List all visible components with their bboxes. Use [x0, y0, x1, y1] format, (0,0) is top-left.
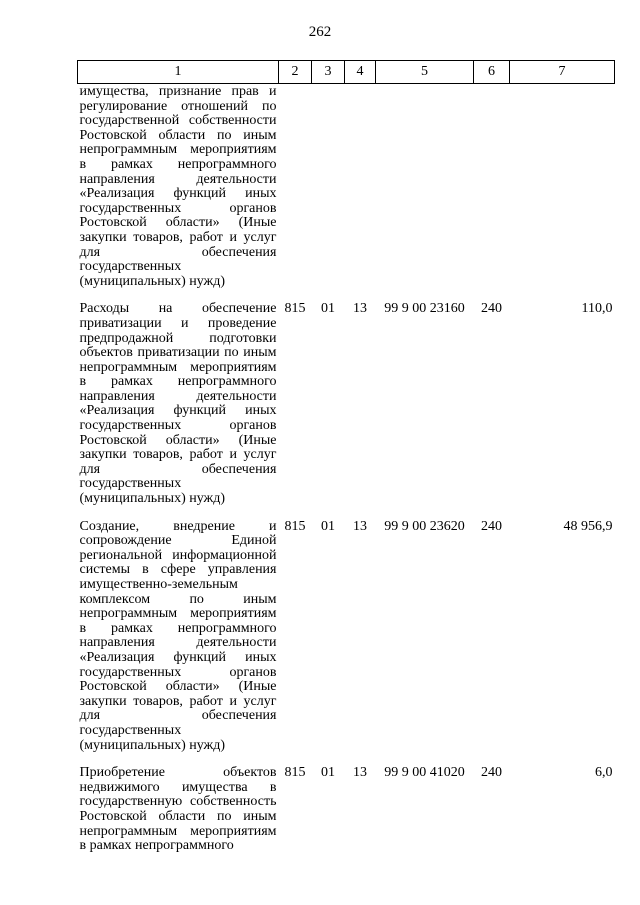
row-amount: 48 956,9 — [563, 518, 613, 534]
header-col-3: 3 — [312, 61, 345, 84]
row-section-code: 01 — [321, 301, 335, 317]
row-ministry-code: 815 — [284, 301, 306, 317]
row-description: имущества, признание прав и регулирование отношений по государственной собственности Ростовской области по иным непрограммным мероприятиям в рамках непрограммного направления деятельности «Реализация функций иных государственных органов Ростовской области» (Иные закупки товаров, работ и услуг для обеспечения государственных (муниципальных) нужд) — [79, 84, 277, 289]
row-subsection-code — [345, 84, 376, 303]
row-ministry-code — [279, 84, 312, 303]
row-ministry-code: 815 — [284, 765, 306, 781]
header-col-5: 5 — [376, 61, 474, 84]
row-target-article: 99 9 00 23160 — [384, 301, 465, 317]
row-target-article: 99 9 00 23620 — [384, 518, 465, 534]
row-description: Расходы на обеспечение приватизации и проведение предпродажной подготовки объектов приватизации по иным непрограммным мероприятиям в рамках непрограммного направления деятельности «Реализация функций иных государственных органов Ростовской области» (Иные закупки товаров, работ и услуг для обеспечения государственных (муниципальных) нужд) — [79, 301, 277, 507]
row-subsection-code: 13 — [353, 301, 367, 317]
row-expense-type — [474, 84, 510, 303]
row-expense-type: 240 — [481, 301, 502, 317]
header-col-6: 6 — [474, 61, 510, 84]
row-expense-type: 240 — [481, 518, 502, 534]
row-amount — [510, 84, 615, 303]
row-amount: 6,0 — [595, 765, 613, 781]
table-row — [78, 84, 615, 303]
header-col-7: 7 — [510, 61, 615, 84]
header-col-1: 1 — [78, 61, 279, 84]
row-section-code: 01 — [321, 765, 335, 781]
row-target-article — [376, 84, 474, 303]
table-row — [78, 302, 615, 519]
row-subsection-code: 13 — [353, 518, 367, 534]
page-number: 262 — [308, 24, 332, 40]
row-target-article: 99 9 00 41020 — [384, 765, 465, 781]
row-ministry-code: 815 — [284, 518, 306, 534]
table-header-row — [78, 61, 615, 84]
header-col-4: 4 — [345, 61, 376, 84]
table-row — [78, 520, 615, 767]
row-subsection-code: 13 — [353, 765, 367, 781]
row-description: Создание, внедрение и сопровождение Единой региональной информационной системы в сфере управления имущественно-земельным комплексом по иным непрограммным мероприятиям в рамках непрограммного направления деятельности «Реализация функций иных государственных органов Ростовской области» (Иные закупки товаров, работ и услуг для обеспечения государственных (муниципальных) нужд) — [79, 518, 277, 753]
row-description: Приобретение объектов недвижимого имущества в государственную собственность Ростовской области по иным непрограммным мероприятиям в рамках непрограммного — [79, 765, 277, 854]
row-amount: 110,0 — [581, 301, 613, 317]
budget-table — [77, 60, 615, 854]
row-expense-type: 240 — [481, 765, 502, 781]
header-col-2: 2 — [279, 61, 312, 84]
row-section-code: 01 — [321, 518, 335, 534]
row-section-code — [312, 84, 345, 303]
table-row — [78, 766, 615, 854]
